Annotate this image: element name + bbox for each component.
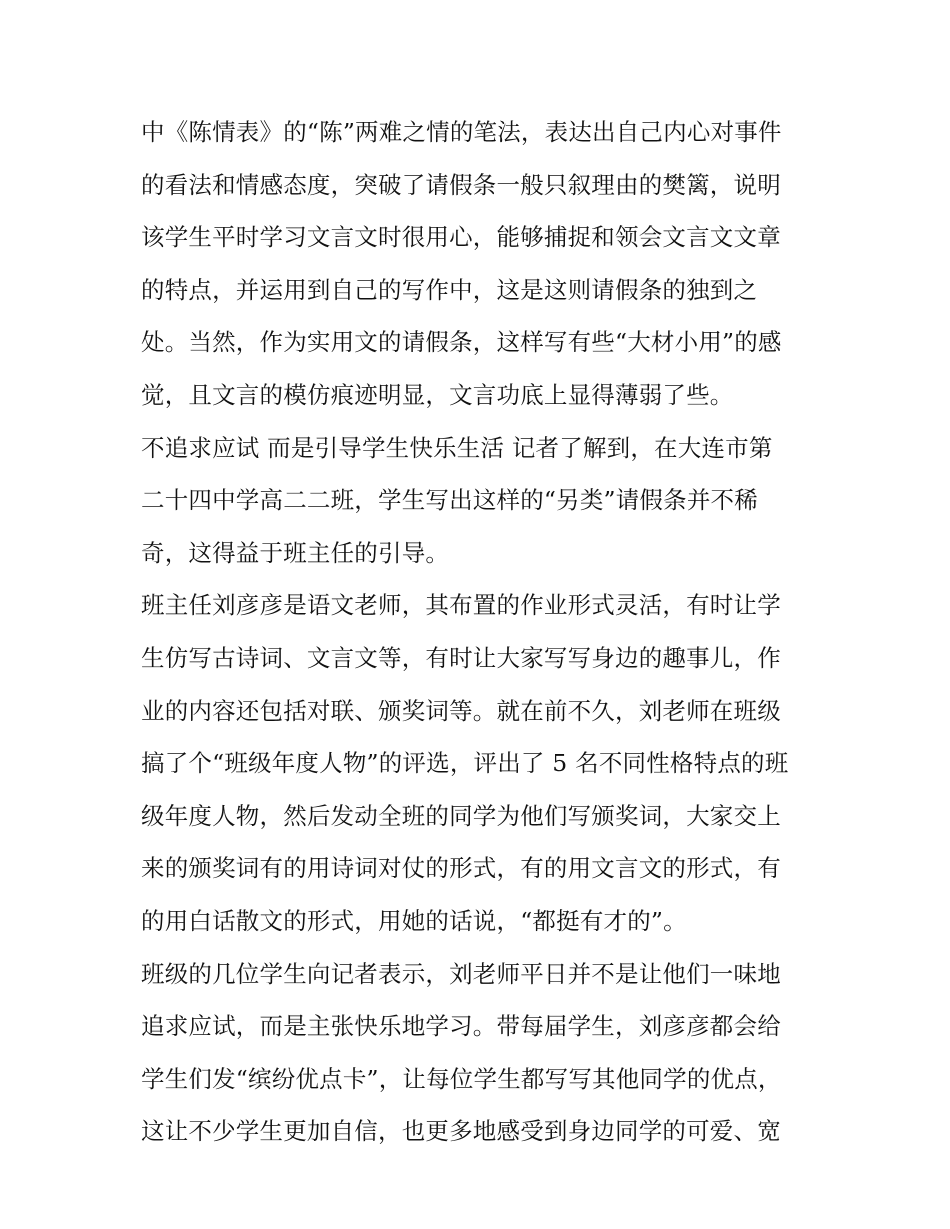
text-line: 的用白话散文的形式，用她的话说，“都挺有才的”。 [141, 906, 687, 935]
text-line: 追求应试，而是主张快乐地学习。带每届学生，刘彦彦都会给 [141, 1012, 781, 1041]
text-line: 觉，且文言的模仿痕迹明显，文言功底上显得薄弱了些。 [141, 380, 734, 409]
text-line: 中《陈情表》的“陈”两难之情的笔法，表达出自己内心对事件 [141, 118, 782, 146]
text-line: 级年度人物，然后发动全班的同学为他们写颁奖词，大家交上 [141, 801, 781, 830]
text-line: 这让不少学生更加自信，也更多地感受到身边同学的可爱、宽 [141, 1117, 781, 1146]
text-line: 业的内容还包括对联、颁奖词等。就在前不久，刘老师在班级 [141, 696, 781, 725]
text-line: 奇，这得益于班主任的引导。 [141, 538, 450, 567]
text-line: 班主任刘彦彦是语文老师，其布置的作业形式灵活，有时让学 [141, 591, 781, 620]
text-line: 该学生平时学习文言文时很用心，能够捕捉和领会文言文文章 [141, 223, 781, 252]
text-line: 的看法和情感态度，突破了请假条一般只叙理由的樊篱，说明 [141, 170, 781, 199]
text-line: 生仿写古诗词、文言文等，有时让大家写写身边的趣事儿，作 [141, 643, 781, 672]
text-line: 的特点，并运用到自己的写作中，这是这则请假条的独到之 [141, 275, 758, 304]
text-line: 处。当然，作为实用文的请假条，这样写有些“大材小用”的感 [141, 328, 782, 357]
text-line: 来的颁奖词有的用诗词对仗的形式，有的用文言文的形式，有 [141, 854, 781, 883]
text-line: 二十四中学高二二班，学生写出这样的“另类”请假条并不稀 [141, 486, 758, 515]
body-text [141, 106, 821, 1158]
text-line: 搞了个“班级年度人物”的评选，评出了 5 名不同性格特点的班 [141, 749, 789, 778]
text-line: 学生们发“缤纷优点卡”，让每位学生都写写其他同学的优点， [141, 1064, 782, 1093]
text-line: 不追求应试 而是引导学生快乐生活 记者了解到，在大连市第 [141, 433, 773, 462]
text-line: 班级的几位学生向记者表示，刘老师平日并不是让他们一味地 [141, 959, 781, 988]
